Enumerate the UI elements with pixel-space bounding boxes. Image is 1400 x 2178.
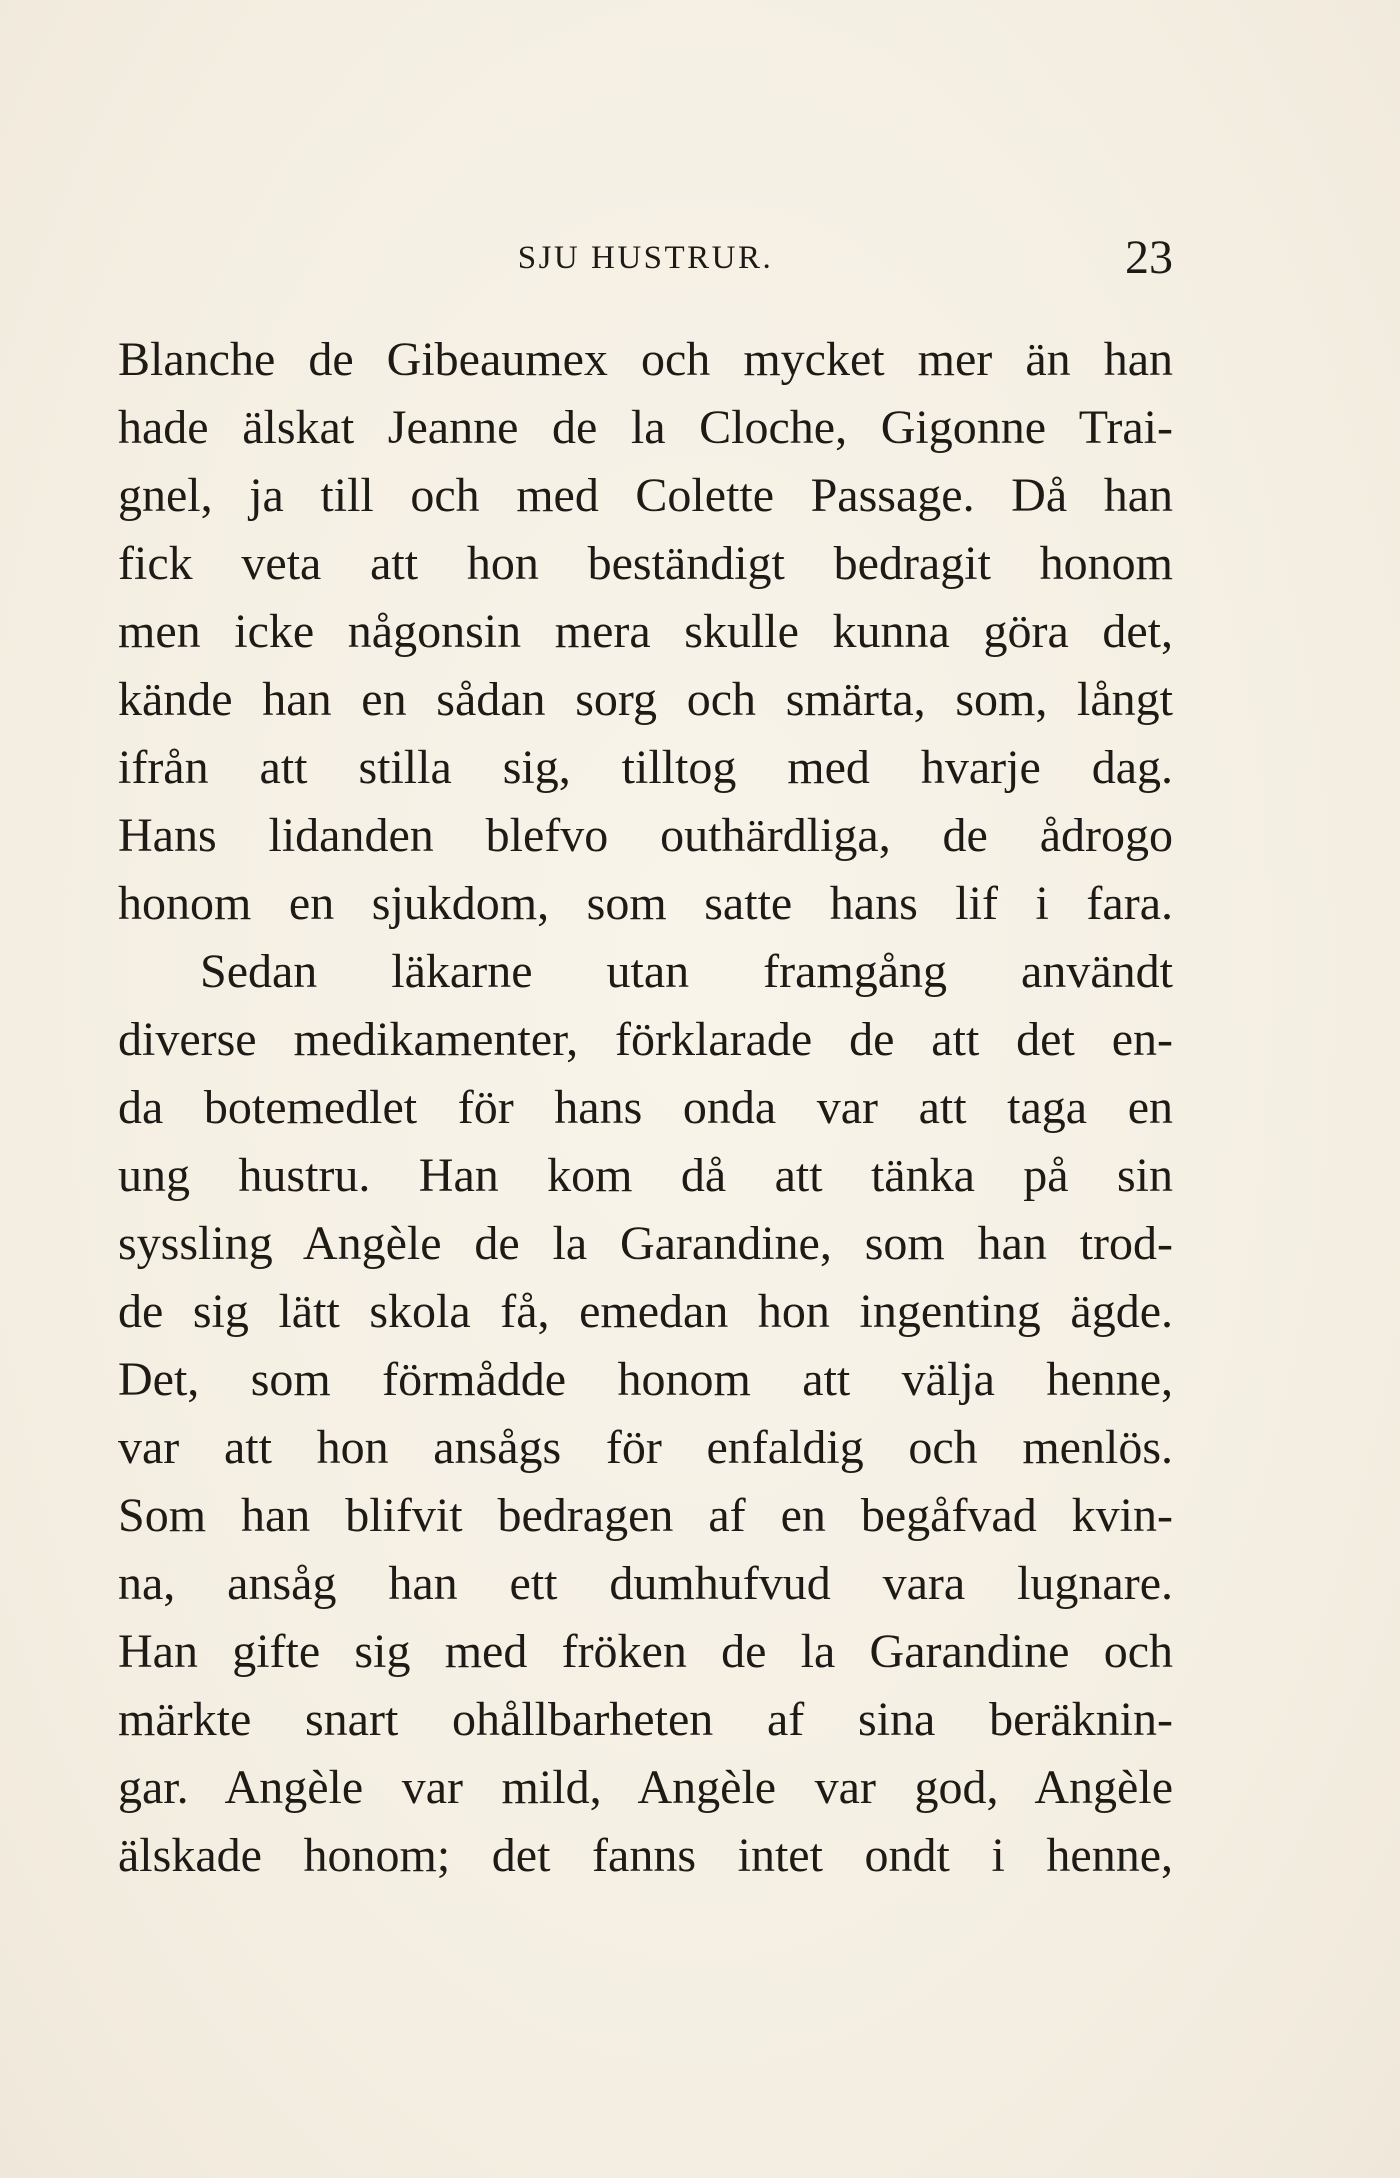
running-title: SJU HUSTRUR.	[517, 240, 774, 276]
text-line: ung hustru. Han kom då att tänka på sin	[118, 1149, 1173, 1202]
text-line: da botemedlet för hans onda var att taga en	[118, 1081, 1173, 1134]
paragraph-start-line: Sedan läkarne utan framgång användt	[200, 945, 1173, 998]
running-head	[118, 228, 1173, 288]
text-line: syssling Angèle de la Garandine, som han trod-	[118, 1217, 1173, 1270]
text-line: de sig lätt skola få, emedan hon ingenting ägde.	[118, 1285, 1173, 1338]
text-line: men icke någonsin mera skulle kunna göra det,	[118, 605, 1173, 658]
text-line: Det, som förmådde honom att välja henne,	[118, 1353, 1173, 1406]
text-line: diverse medikamenter, förklarade de att det en-	[118, 1013, 1173, 1066]
text-line: kände han en sådan sorg och smärta, som, långt	[118, 673, 1173, 726]
body-text	[118, 326, 1173, 1890]
text-line: fick veta att hon beständigt bedragit honom	[118, 537, 1173, 590]
page-number: 23	[1125, 231, 1173, 284]
text-line: na, ansåg han ett dumhufvud vara lugnare.	[118, 1557, 1173, 1610]
text-line: Blanche de Gibeaumex och mycket mer än han	[118, 333, 1173, 386]
text-line: gar. Angèle var mild, Angèle var god, Angèle	[118, 1761, 1173, 1814]
text-line: älskade honom; det fanns intet ondt i henne,	[118, 1829, 1173, 1882]
text-line: hade älskat Jeanne de la Cloche, Gigonne Trai-	[118, 401, 1173, 454]
text-line: Som han blifvit bedragen af en begåfvad kvin-	[118, 1489, 1173, 1542]
text-line: honom en sjukdom, som satte hans lif i fara.	[118, 877, 1173, 930]
text-line: Hans lidanden blefvo outhärdliga, de ådrogo	[118, 809, 1173, 862]
text-line: märkte snart ohållbarheten af sina beräknin-	[118, 1693, 1173, 1746]
text-line: Han gifte sig med fröken de la Garandine och	[118, 1625, 1173, 1678]
text-line: var att hon ansågs för enfaldig och menlös.	[118, 1421, 1173, 1474]
text-line: ifrån att stilla sig, tilltog med hvarje dag.	[118, 741, 1173, 794]
text-line: gnel, ja till och med Colette Passage. Då han	[118, 469, 1173, 522]
